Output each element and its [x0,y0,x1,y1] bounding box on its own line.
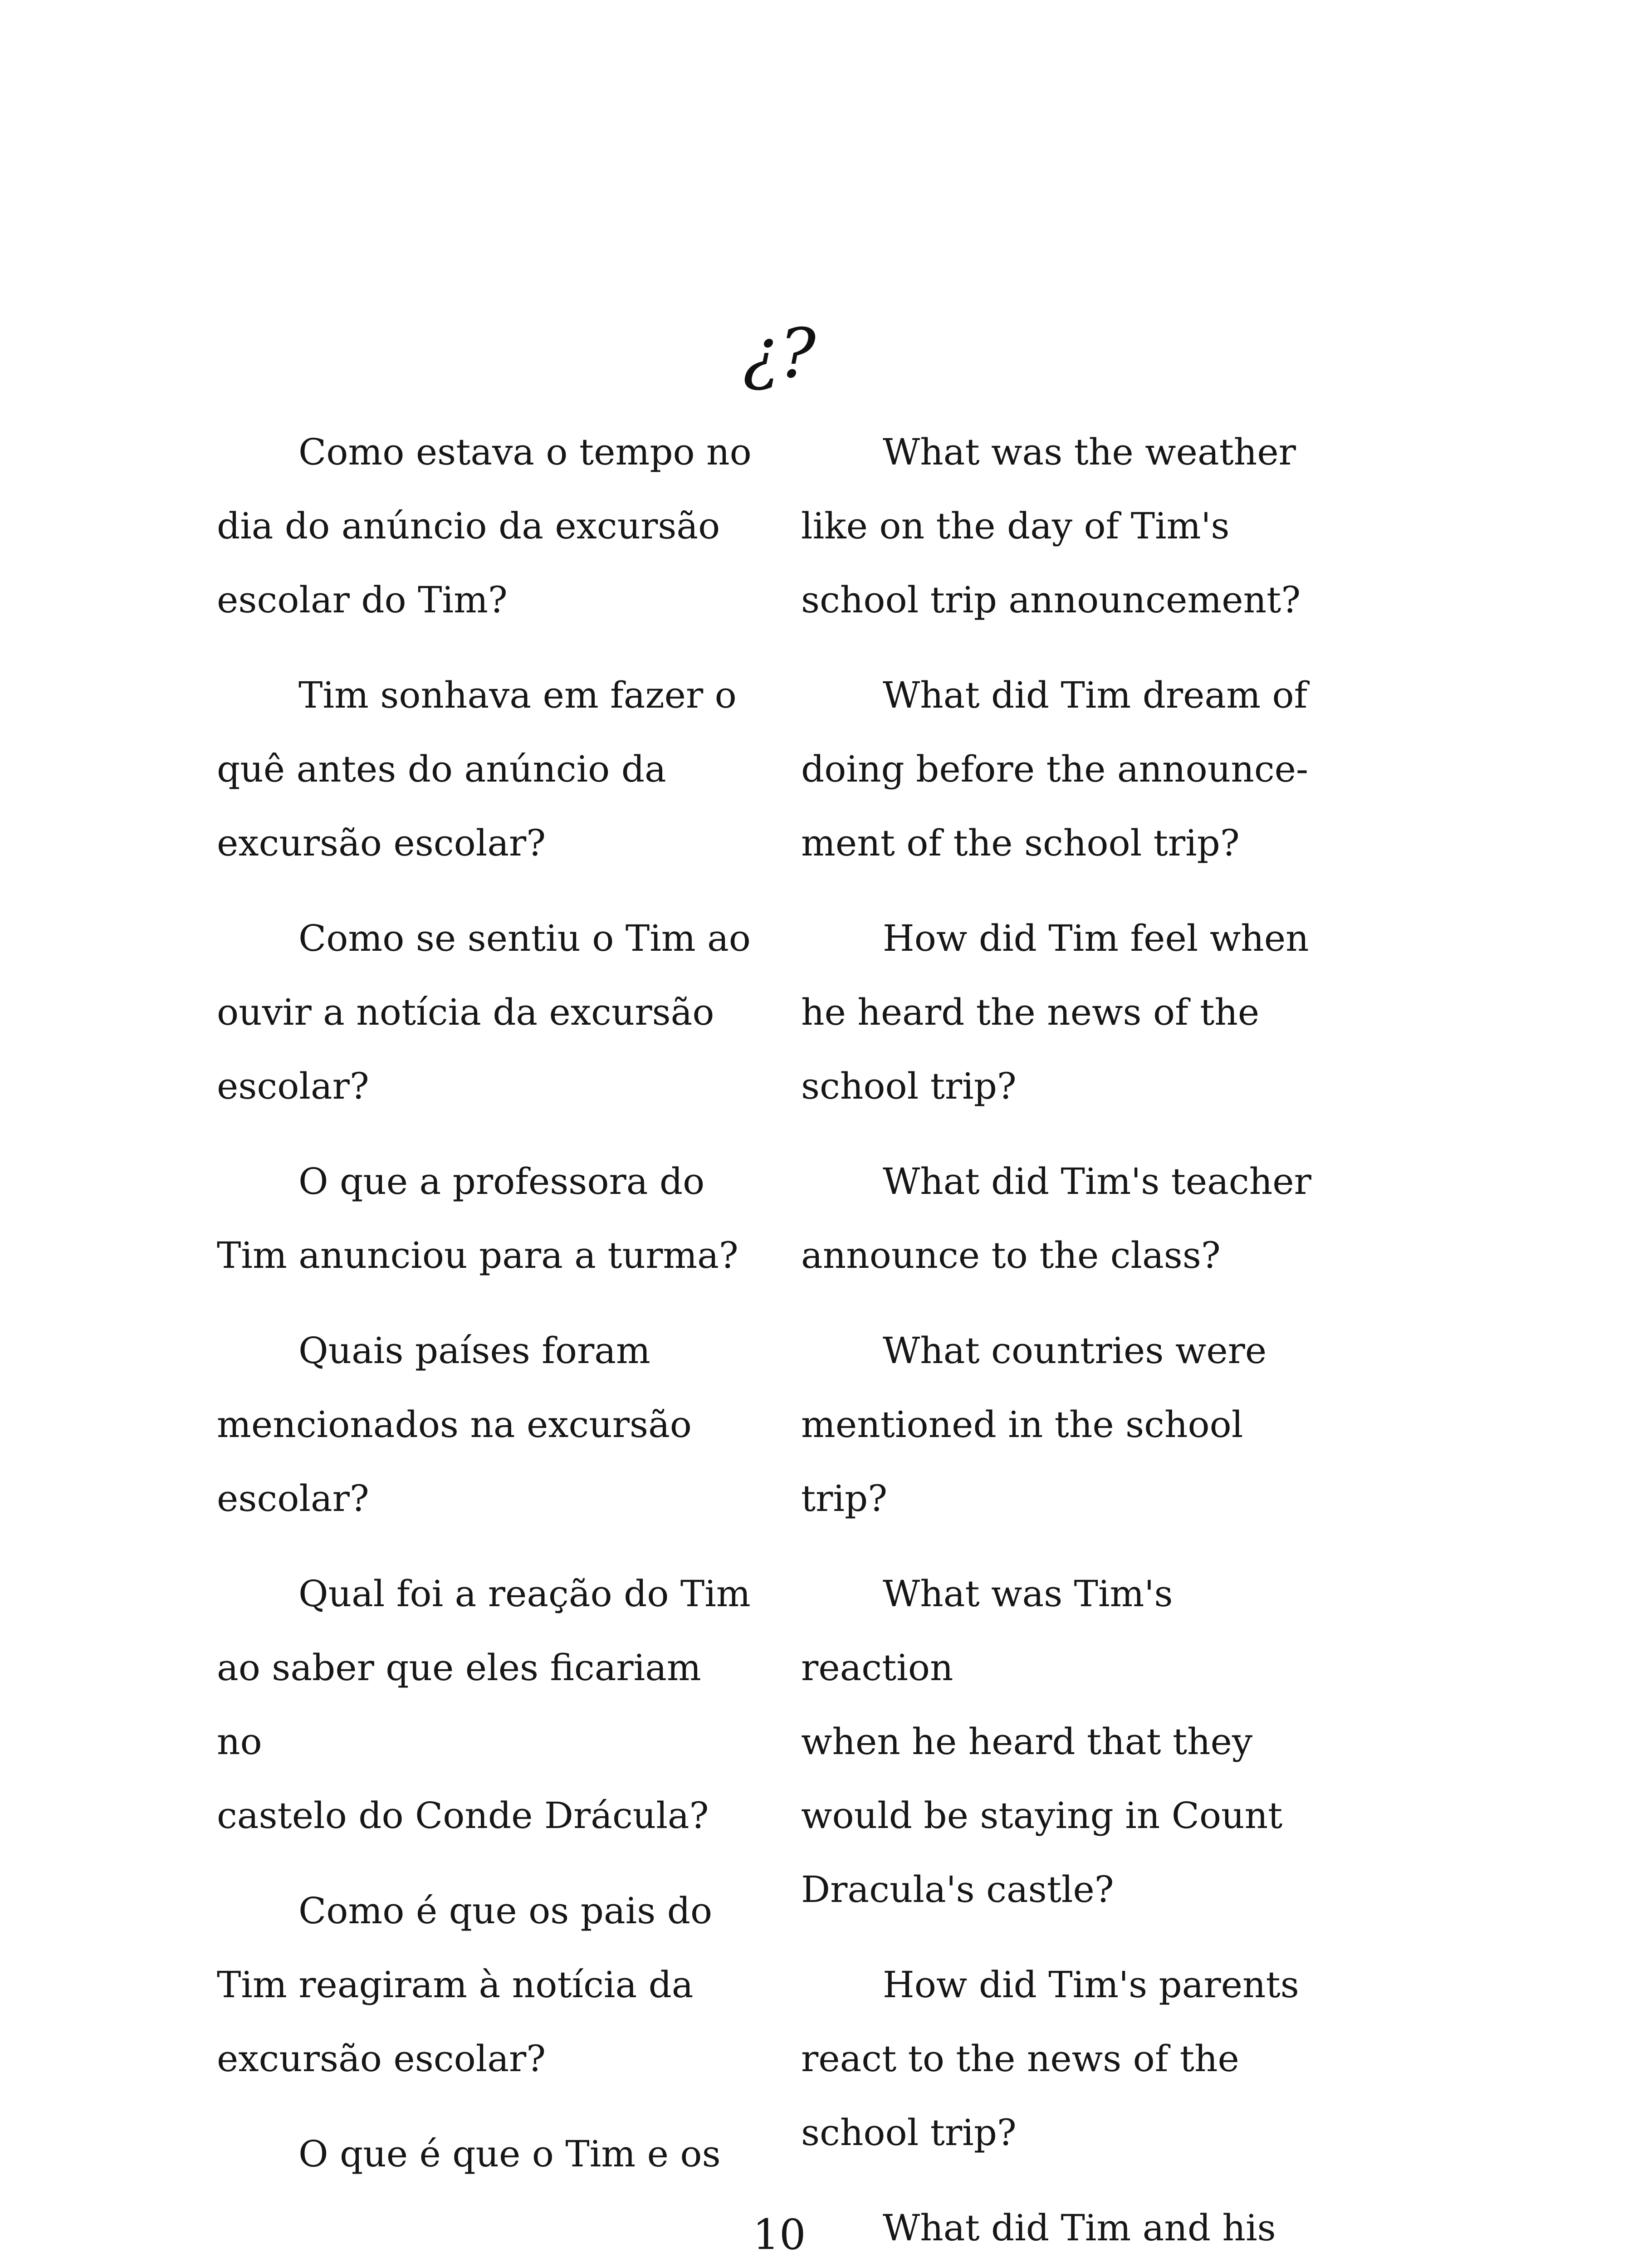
english-column [801,415,1336,2268]
english-question-2: What did Tim dream of doing before the announce- ment of the school trip? [801,674,1309,864]
english-question-5: What countries were mentioned in the school trip? [801,1330,1267,1520]
portuguese-question-2: Tim sonhava em fazer o quê antes do anúncio da excursão escolar? [217,674,737,864]
english-question-4: What did Tim's teacher announce to the class? [801,1160,1311,1276]
english-question-6: What was Tim's reaction when he heard that they would be staying in Count Dracula's castle? [801,1573,1283,1911]
page-number: 10 [753,2210,806,2259]
portuguese-question-4: O que a professora do Tim anunciou para a turma? [217,1160,738,1276]
english-question-1: What was the weather like on the day of Tim's school trip announcement? [801,431,1301,621]
portuguese-question-1: Como estava o tempo no dia do anúncio da excursão escolar do Tim? [217,431,752,621]
portuguese-question-5: Quais países foram mencionados na excursão escolar? [217,1330,692,1520]
english-question-3: How did Tim feel when he heard the news of the school trip? [801,917,1309,1107]
portuguese-column [217,415,752,2212]
portuguese-question-8: O que é que o Tim e os [298,2133,721,2175]
english-question-7: How did Tim's parents react to the news of the school trip? [801,1964,1299,2154]
english-question-8: What did Tim and his [883,2207,1276,2249]
question-marks-heading: ¿? [743,314,816,393]
portuguese-question-6: Qual foi a reação do Tim ao saber que eles ficariam no castelo do Conde Drácula? [217,1573,751,1837]
portuguese-question-3: Como se sentiu o Tim ao ouvir a notícia da excursão escolar? [217,917,751,1107]
portuguese-question-7: Como é que os pais do Tim reagiram à notícia da excursão escolar? [217,1890,713,2080]
